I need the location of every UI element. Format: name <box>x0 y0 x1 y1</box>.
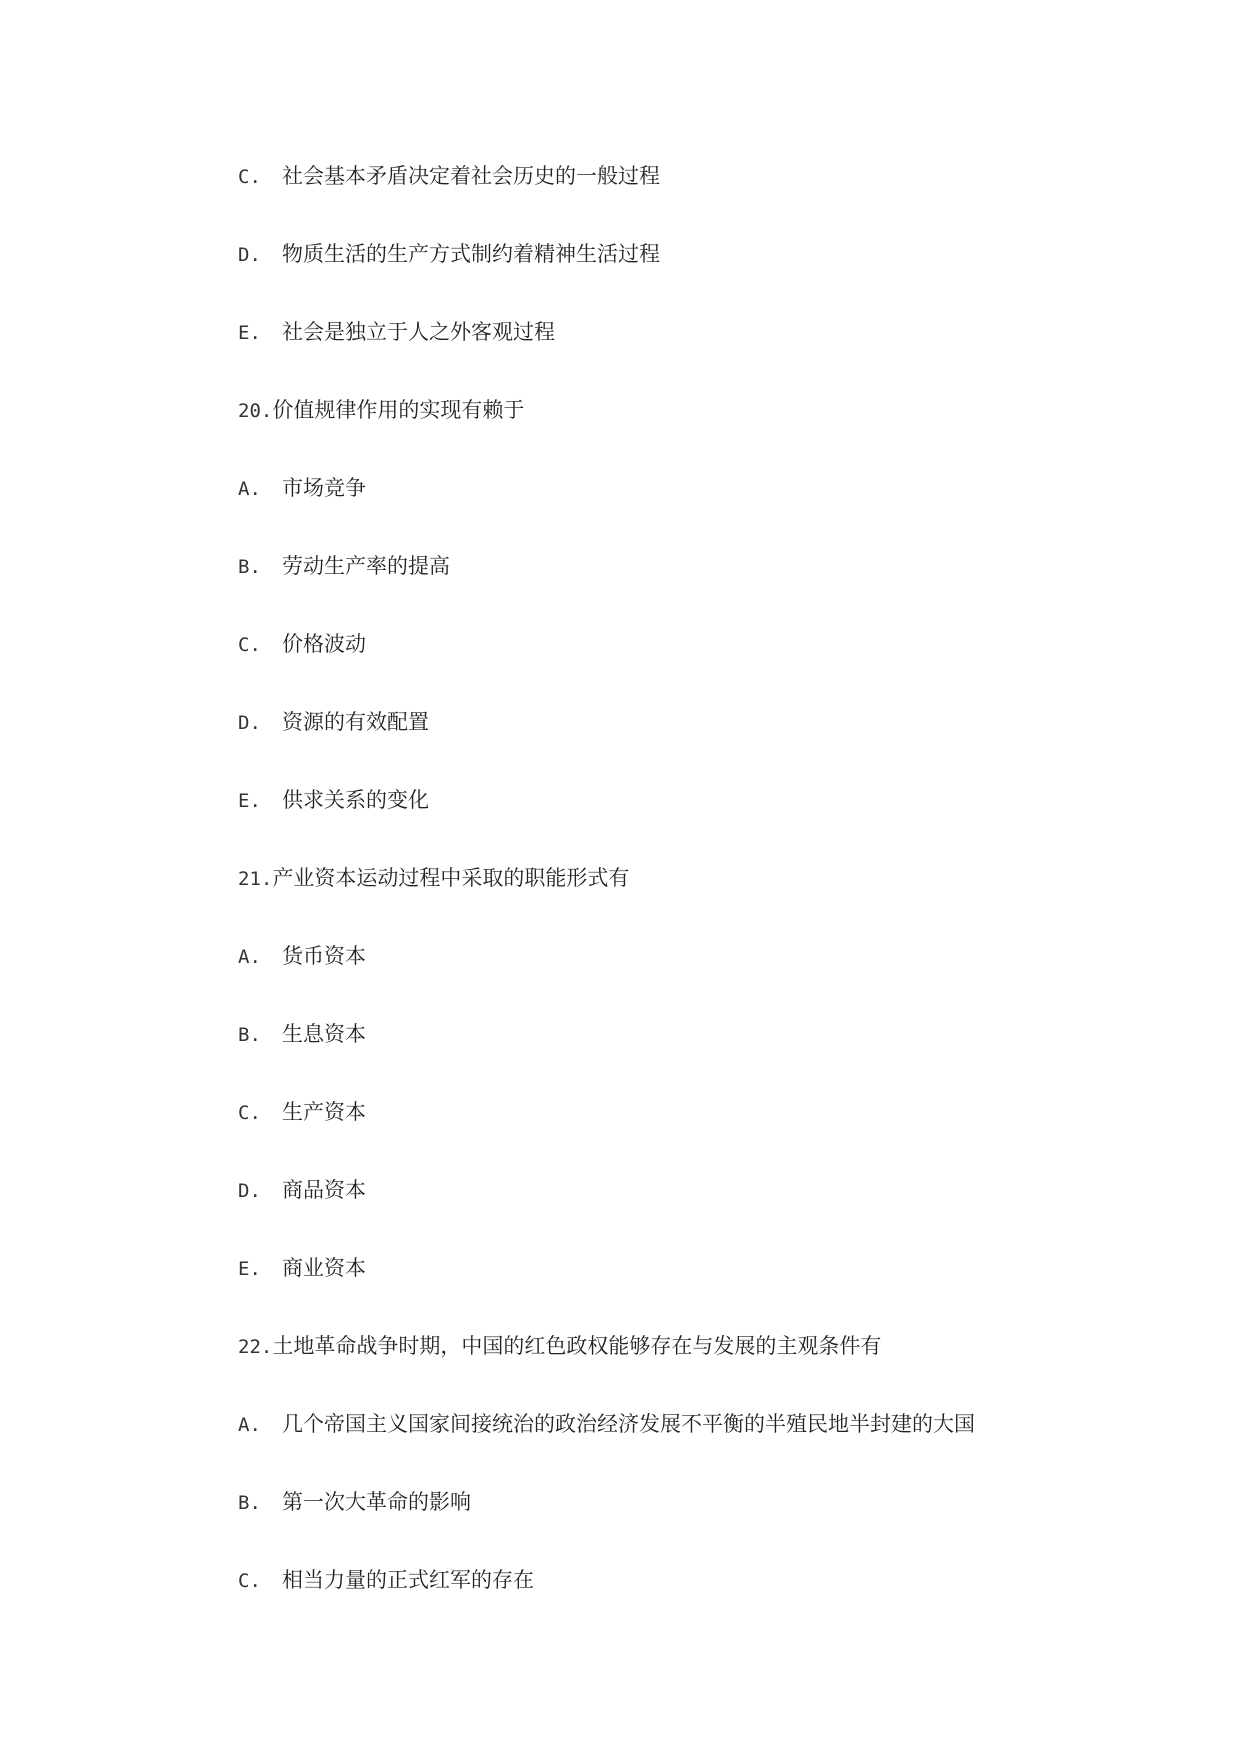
option-text: 商业资本 <box>282 1256 366 1280</box>
option-b-line <box>238 552 450 581</box>
option-text: 市场竞争 <box>282 476 366 500</box>
option-b-line <box>238 1020 366 1049</box>
option-label: E. <box>238 790 261 812</box>
option-d-line <box>238 1176 366 1205</box>
option-e-line <box>238 786 429 815</box>
option-text: 生息资本 <box>282 1022 366 1046</box>
option-a-line <box>238 942 366 971</box>
option-a-line <box>238 1410 975 1439</box>
option-text: 相当力量的正式红军的存在 <box>282 1568 534 1592</box>
option-c-line <box>238 1098 366 1127</box>
option-label: A. <box>238 946 261 968</box>
question-22 <box>238 1332 881 1361</box>
option-label: B. <box>238 556 261 578</box>
option-text: 货币资本 <box>282 944 366 968</box>
option-text: 商品资本 <box>282 1178 366 1202</box>
question-number: 20. <box>238 400 273 422</box>
option-e-line <box>238 318 555 347</box>
option-label: D. <box>238 244 261 266</box>
option-text: 劳动生产率的提高 <box>282 554 450 578</box>
question-number: 21. <box>238 868 273 890</box>
option-text: 供求关系的变化 <box>282 788 429 812</box>
option-label: A. <box>238 478 261 500</box>
option-d-line <box>238 708 429 737</box>
option-a-line <box>238 474 366 503</box>
option-b-line <box>238 1488 471 1517</box>
option-c-line <box>238 1566 534 1595</box>
option-c-line <box>238 630 366 659</box>
option-text: 价格波动 <box>282 632 366 656</box>
option-label: D. <box>238 712 261 734</box>
option-text: 第一次大革命的影响 <box>282 1490 471 1514</box>
option-label: A. <box>238 1414 261 1436</box>
option-e-line <box>238 1254 366 1283</box>
option-label: D. <box>238 1180 261 1202</box>
option-text: 社会是独立于人之外客观过程 <box>282 320 555 344</box>
option-text: 物质生活的生产方式制约着精神生活过程 <box>282 242 660 266</box>
option-label: C. <box>238 166 261 188</box>
question-text: 产业资本运动过程中采取的职能形式有 <box>272 866 630 890</box>
option-d-line <box>238 240 660 269</box>
option-label: C. <box>238 1102 261 1124</box>
option-label: E. <box>238 322 261 344</box>
option-label: B. <box>238 1024 261 1046</box>
option-text: 几个帝国主义国家间接统治的政治经济发展不平衡的半殖民地半封建的大国 <box>282 1412 975 1436</box>
question-number: 22. <box>238 1336 273 1358</box>
question-text: 价值规律作用的实现有赖于 <box>272 398 525 422</box>
option-label: B. <box>238 1492 261 1514</box>
option-label: E. <box>238 1258 261 1280</box>
option-c-line <box>238 162 660 191</box>
question-20 <box>238 396 524 425</box>
option-label: C. <box>238 634 261 656</box>
question-text: 土地革命战争时期，中国的红色政权能够存在与发展的主观条件有 <box>272 1334 882 1358</box>
option-text: 社会基本矛盾决定着社会历史的一般过程 <box>282 164 660 188</box>
option-label: C. <box>238 1570 261 1592</box>
option-text: 生产资本 <box>282 1100 366 1124</box>
question-21 <box>238 864 629 893</box>
option-text: 资源的有效配置 <box>282 710 429 734</box>
